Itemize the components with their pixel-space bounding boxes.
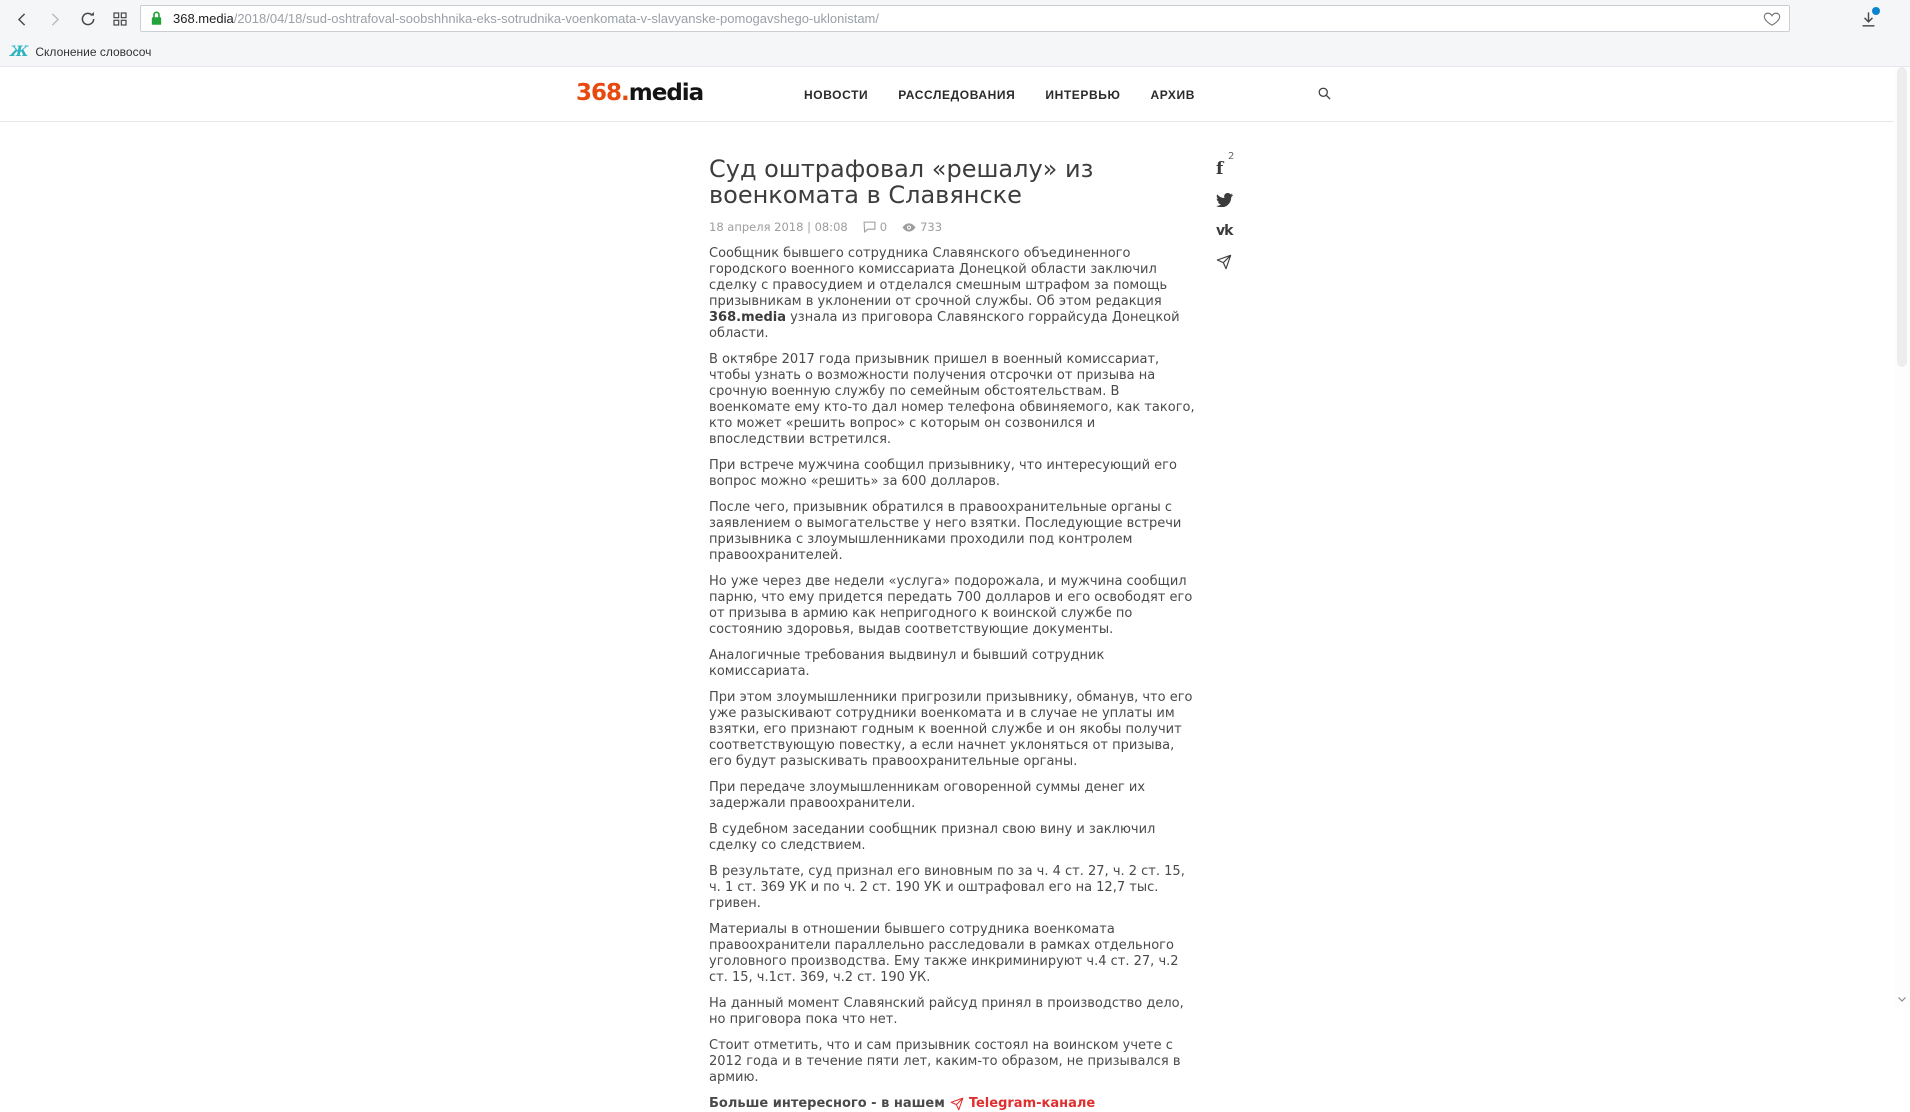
- paragraph: В октябре 2017 года призывник пришел в военный комиссариат, чтобы узнать о возможности получения отсрочки от призыва на срочную военную службу по семейным обстоятельствам. В военкомате ему кто-то дал номер телефона обвиняемого, как такого, кто может «решить вопрос» с которым он созвонился и впоследствии встретился.: [709, 352, 1195, 447]
- favorites-button[interactable]: [1763, 11, 1781, 27]
- views-count: [902, 220, 942, 234]
- logo-part-368: 368.: [576, 80, 629, 106]
- telegram-promo-line: [709, 1096, 1195, 1112]
- paragraph: Но уже через две недели «услуга» подорожала, и мужчина сообщил парню, что ему придется передать 700 долларов и его освободят его от призыва в армию как непригодного к воинской службе по состоянию здоровья, выдав соответствующие документы.: [709, 574, 1193, 637]
- paragraph: При встрече мужчина сообщил призывнику, что интересующий его вопрос можно «решить» за 600 долларов.: [709, 458, 1177, 489]
- logo-part-media: media: [628, 80, 704, 106]
- share-facebook-button[interactable]: [1216, 151, 1235, 179]
- facebook-icon: f: [1216, 159, 1224, 179]
- article: [709, 156, 1195, 1112]
- paragraph: В результате, суд признал его виновным по за ч. 4 ст. 27, ч. 2 ст. 15, ч. 1 ст. 369 УК и по ч. 2 ст. 190 УК и оштрафовал его на 12,7 тыс. гривен.: [709, 864, 1185, 911]
- downloads-button[interactable]: [1854, 6, 1882, 32]
- heart-icon: [1763, 11, 1781, 27]
- browser-toolbar: [0, 0, 1910, 37]
- twitter-icon: [1216, 193, 1233, 207]
- nav-link-interviews[interactable]: ИНТЕРВЬЮ: [1045, 87, 1121, 102]
- back-icon: [14, 11, 31, 28]
- search-icon: [1317, 86, 1332, 101]
- refresh-icon: [79, 10, 97, 28]
- lead-before: Сообщник бывшего сотрудника Славянского объединенного городского военного комиссариата Донецкой области заключил сделку с правосудием и отделался смешным штрафом за помощь призывникам в уклонении от срочной службы. Об этом редакция: [709, 246, 1168, 309]
- telegram-promo-text: Больше интересного - в нашем: [709, 1096, 945, 1111]
- share-vk-button[interactable]: [1216, 222, 1232, 240]
- paragraph: При передаче злоумышленникам оговоренной суммы денег их задержали правоохранители.: [709, 780, 1146, 811]
- tiles-button[interactable]: [108, 7, 132, 31]
- padlock-icon[interactable]: [149, 10, 164, 27]
- url-domain: 368.media: [173, 11, 234, 26]
- scrollbar: [1894, 67, 1910, 1008]
- paragraph: На данный момент Славянский райсуд принял в производство дело, но приговора пока что нет.: [709, 996, 1184, 1027]
- comments-value: 0: [879, 220, 888, 234]
- views-value: 733: [920, 220, 943, 234]
- paragraph: В судебном заседании сообщник признал свою вину и заключил сделку со следствием.: [709, 822, 1156, 853]
- telegram-channel-link[interactable]: Telegram-канале: [968, 1096, 1096, 1111]
- paragraph: Стоит отметить, что и сам призывник состоял на воинском учете с 2012 года и в течение пяти лет, каким-то образом, не призывался в армию.: [709, 1038, 1181, 1085]
- forward-icon: [46, 11, 63, 28]
- site-header: [0, 67, 1910, 122]
- article-meta: [709, 220, 1195, 234]
- scroll-down-arrow-icon[interactable]: [1896, 993, 1908, 1005]
- download-notification-dot: [1872, 7, 1880, 15]
- article-title: Суд оштрафовал «решалу» из военкомата в Славянске: [709, 155, 1094, 209]
- forward-button[interactable]: [42, 7, 66, 31]
- bookmark-favicon-icon: Ж: [10, 43, 29, 60]
- brand-mention: 368.media: [709, 310, 786, 325]
- publish-date: 18 апреля 2018 | 08:08: [709, 220, 848, 234]
- eye-icon: [902, 222, 916, 233]
- url-text: [173, 11, 1763, 26]
- url-path: /2018/04/18/sud-oshtrafoval-soobshhnika-eks-sotrudnika-voenkomata-v-slavyanske-pomogavshego-uklonistam/: [233, 11, 880, 26]
- bookmark-label: Склонение словосоч: [35, 44, 152, 59]
- comment-icon: [863, 221, 876, 233]
- share-telegram-button[interactable]: [1216, 253, 1232, 271]
- url-bar[interactable]: [140, 5, 1790, 32]
- main-nav: [804, 67, 1195, 122]
- scrollbar-thumb[interactable]: [1897, 67, 1907, 367]
- vk-icon: vk: [1216, 223, 1233, 239]
- nav-link-archive[interactable]: АРХИВ: [1150, 87, 1195, 102]
- share-column: [1216, 151, 1246, 284]
- lead-after: узнала из приговора Славянского горрайсуда Донецкой области.: [709, 310, 1180, 341]
- bookmarks-bar: [0, 37, 1910, 67]
- bookmark-item[interactable]: [10, 44, 151, 60]
- refresh-button[interactable]: [76, 7, 100, 31]
- paragraph: Аналогичные требования выдвинул и бывший сотрудник комиссариата.: [709, 648, 1105, 679]
- nav-link-news[interactable]: НОВОСТИ: [804, 87, 869, 102]
- paragraph: При этом злоумышленники пригрозили призывнику, обманув, что его уже разыскивают сотрудники военкомата и в случае не уплаты им взятки, его признают годным к военной службе и он якобы получит соответствующую повестку, а если начнет уклоняться от призыва, его будут разыскивать правоохранительные органы.: [709, 690, 1193, 769]
- comments-count[interactable]: [863, 220, 887, 234]
- paragraph: Материалы в отношении бывшего сотрудника военкомата правоохранители параллельно расследовали в рамках отдельного уголовного производства. Ему также инкриминируют ч.4 ст. 27, ч.2 ст. 15, ч.1ст. 369, ч.2 ст. 190 УК.: [709, 922, 1179, 985]
- back-button[interactable]: [10, 7, 34, 31]
- paragraph: После чего, призывник обратился в правоохранительные органы с заявлением о вымогательстве у него взятки. Последующие встречи призывника с злоумышленниками проходили под контролем правоохранителей.: [709, 500, 1182, 563]
- share-twitter-button[interactable]: [1216, 191, 1233, 209]
- tiles-icon: [112, 11, 128, 27]
- telegram-icon: [1216, 254, 1232, 270]
- browser-chrome: [0, 0, 1910, 67]
- facebook-share-count: 2: [1228, 151, 1235, 162]
- search-button[interactable]: [1317, 86, 1332, 106]
- paragraph-lead: [709, 246, 1195, 342]
- web-page: [0, 67, 1910, 1111]
- nav-link-investigations[interactable]: РАССЛЕДОВАНИЯ: [898, 87, 1016, 102]
- telegram-plane-icon: [950, 1097, 964, 1111]
- site-logo[interactable]: [576, 80, 703, 106]
